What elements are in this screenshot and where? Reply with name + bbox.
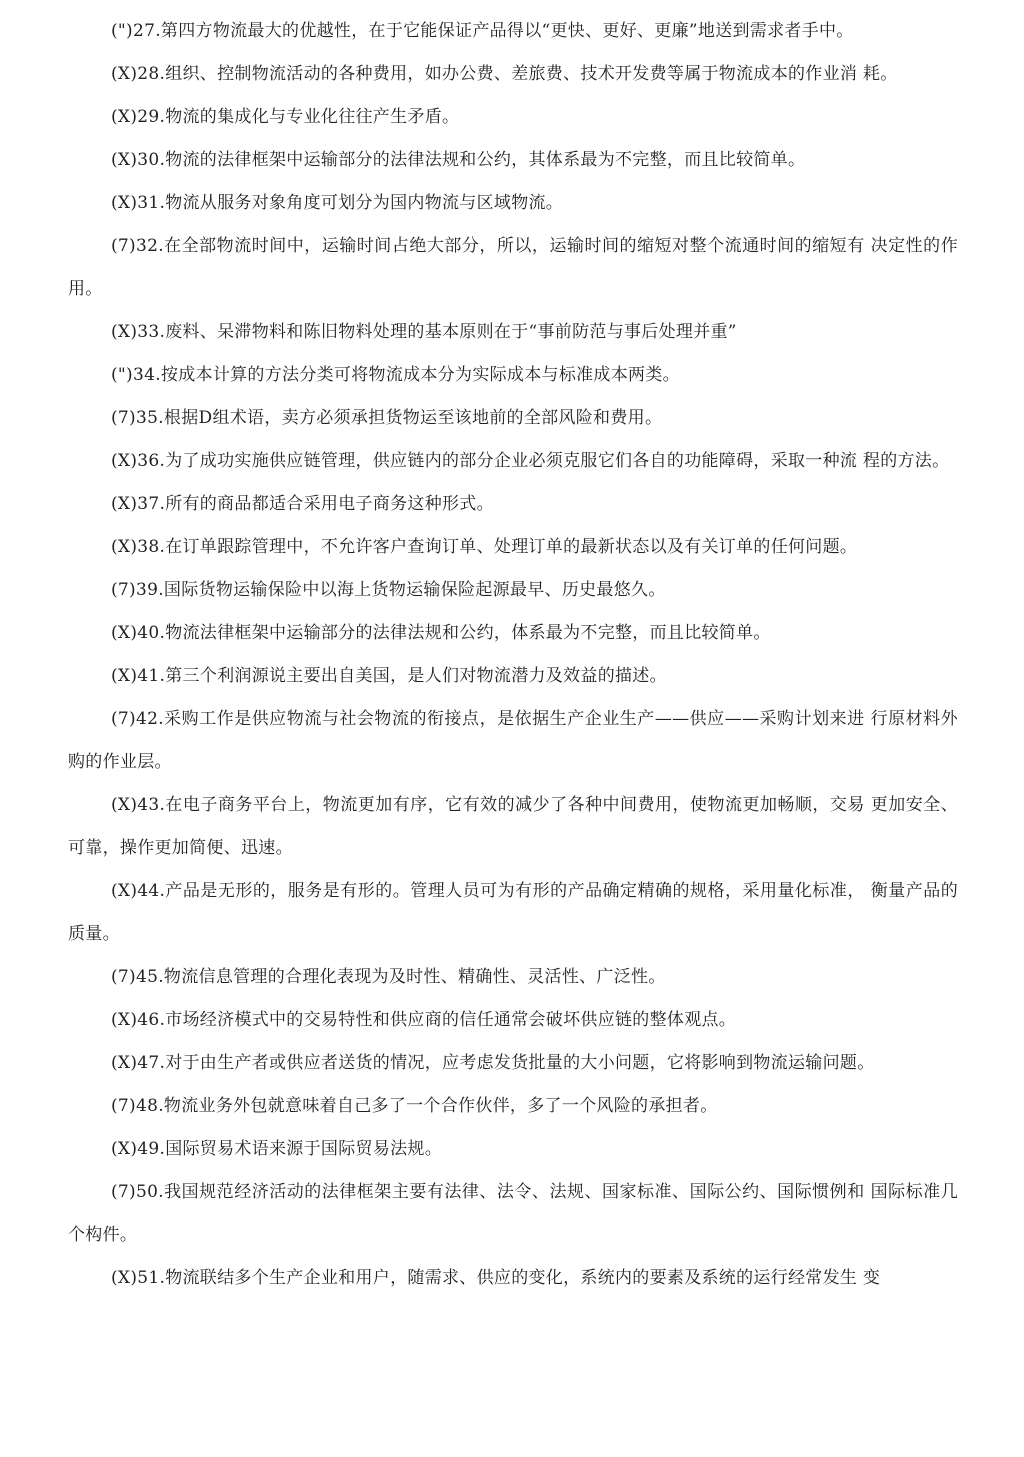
statement-31: (X)31.物流从服务对象角度可划分为国内物流与区域物流。 [111,193,564,213]
statement-34: (")34.按成本计算的方法分类可将物流成本分为实际成本与标准成本两类。 [111,365,680,385]
statement-32: (7)32.在全部物流时间中，运输时间占绝大部分，所以，运输时间的缩短对整个流通时间的缩短有 决定性的作用。 [68,236,958,299]
statement-41: (X)41.第三个利润源说主要出自美国，是人们对物流潜力及效益的描述。 [111,666,667,686]
statement-50: (7)50.我国规范经济活动的法律框架主要有法律、法令、法规、国家标准、国际公约、国际惯例和 国际标准几个构件。 [68,1182,958,1245]
statement-42: (7)42.采购工作是供应物流与社会物流的衔接点，是依据生产企业生产——供应——采购计划来进 行原材料外购的作业层。 [68,709,958,772]
statement-48: (7)48.物流业务外包就意味着自己多了一个合作伙伴，多了一个风险的承担者。 [111,1096,718,1116]
statement-46: (X)46.市场经济模式中的交易特性和供应商的信任通常会破坏供应链的整体观点。 [111,1010,737,1030]
statement-49: (X)49.国际贸易术语来源于国际贸易法规。 [111,1139,443,1159]
statement-45: (7)45.物流信息管理的合理化表现为及时性、精确性、灵活性、广泛性。 [111,967,666,987]
statement-33: (X)33.废料、呆滞物料和陈旧物料处理的基本原则在于“事前防范与事后处理并重” [111,322,737,342]
statement-29: (X)29.物流的集成化与专业化往往产生矛盾。 [111,107,460,127]
statement-35: (7)35.根据D组术语，卖方必须承担货物运至该地前的全部风险和费用。 [111,408,663,428]
statement-51: (X)51.物流联结多个生产企业和用户，随需求、供应的变化，系统内的要素及系统的运行经常发生 变 [111,1268,881,1288]
statement-30: (X)30.物流的法律框架中运输部分的法律法规和公约，其体系最为不完整，而且比较简单。 [111,150,806,170]
statement-43: (X)43.在电子商务平台上，物流更加有序，它有效的减少了各种中间费用，使物流更加畅顺，交易 更加安全、可靠，操作更加简便、迅速。 [68,795,958,858]
statement-37: (X)37.所有的商品都适合采用电子商务这种形式。 [111,494,494,514]
statement-47: (X)47.对于由生产者或供应者送货的情况，应考虑发货批量的大小问题，它将影响到物流运输问题。 [111,1053,875,1073]
statement-44: (X)44.产品是无形的，服务是有形的。管理人员可为有形的产品确定精确的规格，采用量化标准， 衡量产品的质量。 [68,881,958,944]
statement-36: (X)36.为了成功实施供应链管理，供应链内的部分企业必须克服它们各自的功能障碍，采取一种流 程的方法。 [111,451,950,471]
statement-38: (X)38.在订单跟踪管理中，不允许客户查询订单、处理订单的最新状态以及有关订单的任何问题。 [111,537,858,557]
statement-39: (7)39.国际货物运输保险中以海上货物运输保险起源最早、历史最悠久。 [111,580,666,600]
statement-27: (")27.第四方物流最大的优越性，在于它能保证产品得以“更快、更好、更廉”地送到需求者手中。 [111,21,854,41]
statement-40: (X)40.物流法律框架中运输部分的法律法规和公约，体系最为不完整，而且比较简单。 [111,623,771,643]
statement-28: (X)28.组织、控制物流活动的各种费用，如办公费、差旅费、技术开发费等属于物流成本的作业消 耗。 [111,64,898,84]
